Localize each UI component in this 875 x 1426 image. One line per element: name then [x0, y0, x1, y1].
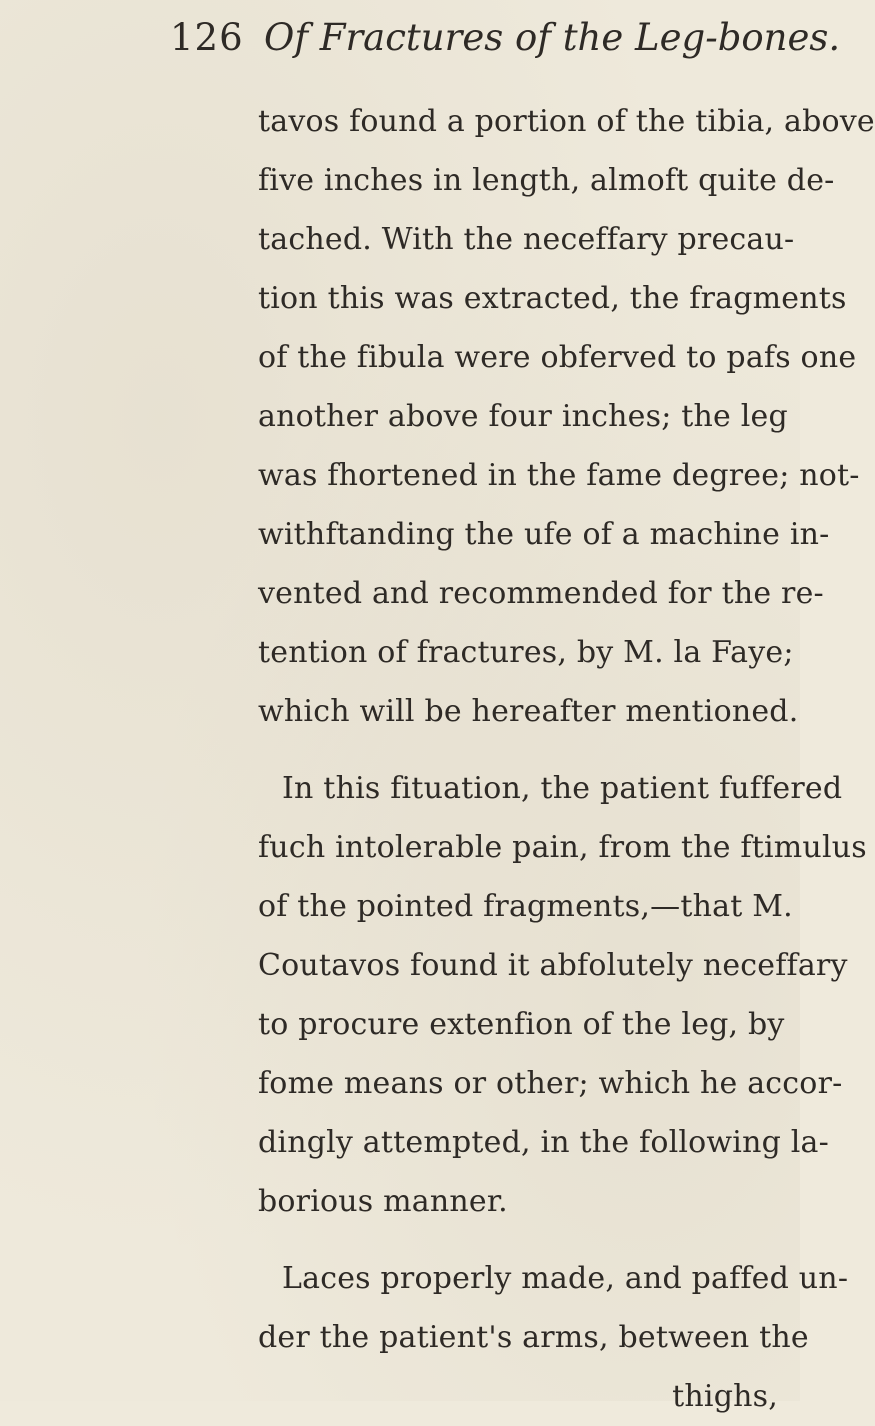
text-line: borious manner. — [258, 1184, 508, 1219]
text-line: withftanding the ufe of a machine in- — [258, 517, 830, 552]
text-line: five inches in length, almoft quite de- — [258, 163, 835, 198]
text-line: tion this was extracted, the fragments — [258, 281, 847, 316]
paragraph-gap — [258, 741, 778, 759]
body-text — [258, 92, 875, 1426]
text-line: of the pointed fragments,—that M. — [258, 889, 793, 924]
text-line: was fhortened in the fame degree; not- — [258, 458, 860, 493]
page-header — [128, 16, 841, 86]
text-line: of the fibula were obferved to pafs one — [258, 340, 857, 375]
text-line: In this fituation, the patient fuffered — [282, 771, 843, 806]
paragraph-1 — [258, 92, 875, 741]
text-line: tavos found a portion of the tibia, above — [258, 104, 875, 139]
catchword: thighs, — [672, 1379, 778, 1414]
paragraph-gap — [258, 1231, 778, 1249]
paragraph-2 — [258, 759, 867, 1231]
text-line: tached. With the neceffary precau- — [258, 222, 795, 257]
running-head: Of Fractures of the Leg-bones. — [264, 16, 841, 59]
page-number: 126 — [170, 16, 244, 59]
text-line: which will be hereafter mentioned. — [258, 694, 799, 729]
text-line: to procure extenfion of the leg, by — [258, 1007, 785, 1042]
text-line: dingly attempted, in the following la- — [258, 1125, 829, 1160]
text-line: der the patient's arms, between the — [258, 1320, 809, 1355]
text-line: fuch intolerable pain, from the ftimulus — [258, 830, 867, 865]
text-line: vented and recommended for the re- — [258, 576, 824, 611]
text-line: Laces properly made, and paffed un- — [282, 1261, 849, 1296]
text-line: tention of fractures, by M. la Faye; — [258, 635, 794, 670]
text-line: Coutavos found it abfolutely neceffary — [258, 948, 848, 983]
text-line: another above four inches; the leg — [258, 399, 788, 434]
paragraph-3 — [258, 1249, 849, 1426]
text-line: fome means or other; which he accor- — [258, 1066, 843, 1101]
